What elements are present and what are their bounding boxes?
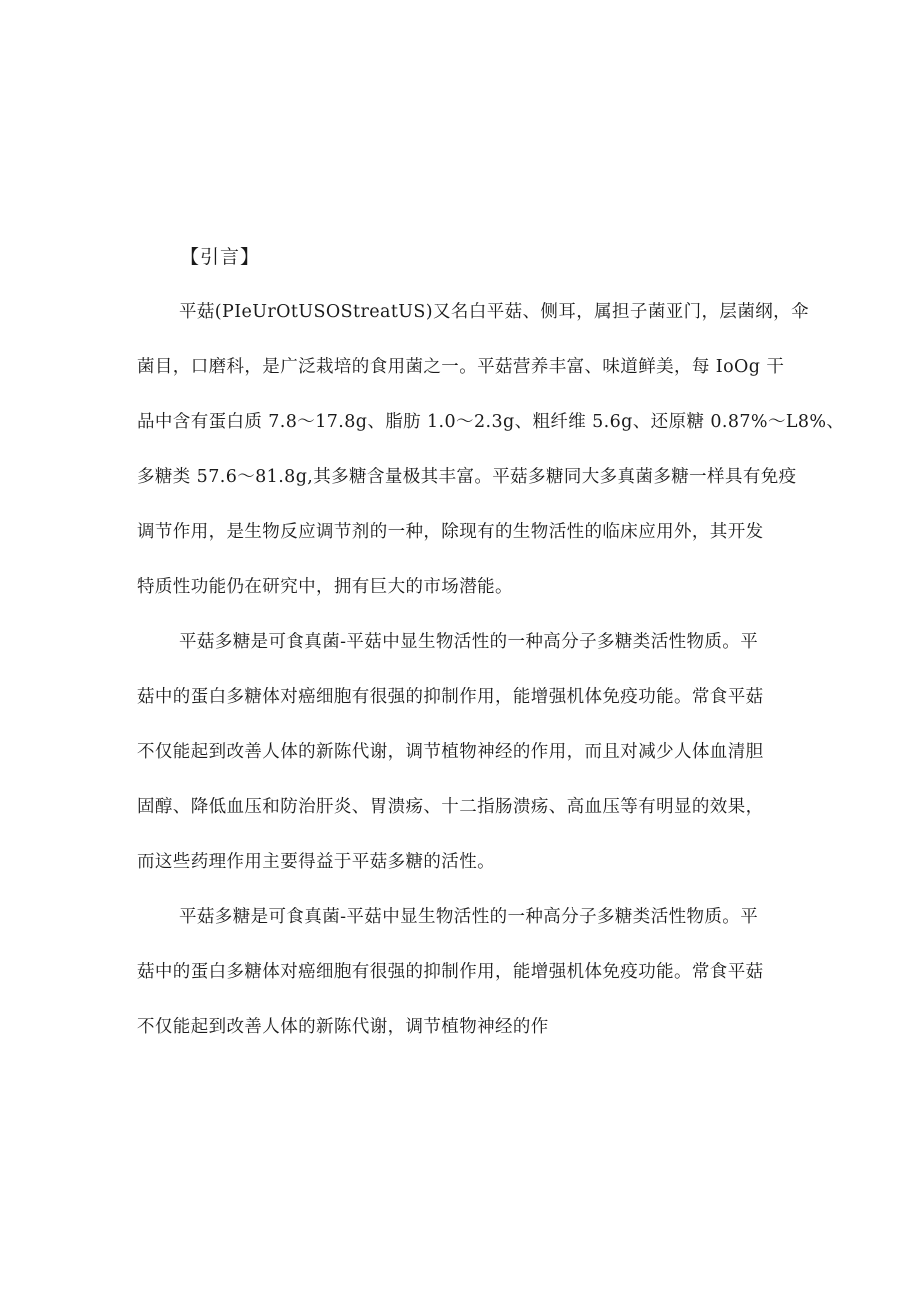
paragraph-1-line-6: 特质性功能仍在研究中，拥有巨大的市场潜能。 [137, 577, 513, 597]
paragraph-1-line-1: 平菇(PIeUrOtUSOStreatUS)又名白平菇、侧耳，属担子菌亚门，层菌纲，伞 [179, 302, 809, 322]
paragraph-1-line-5: 调节作用，是生物反应调节剂的一种，除现有的生物活性的临床应用外，其开发 [137, 522, 764, 542]
paragraph-1-line-2: 菌目，口磨科，是广泛栽培的食用菌之一。平菇营养丰富、味道鲜美，每 IoOg 干 [137, 357, 785, 377]
paragraph-3-line-2: 菇中的蛋白多糖体对癌细胞有很强的抑制作用，能增强机体免疫功能。常食平菇 [137, 962, 764, 982]
paragraph-2-line-5: 而这些药理作用主要得益于平菇多糖的活性。 [137, 852, 495, 872]
paragraph-1-line-4: 多糖类 57.6～81.8g,其多糖含量极其丰富。平菇多糖同大多真菌多糖一样具有免疫 [137, 467, 797, 487]
paragraph-2-line-4: 固醇、降低血压和防治肝炎、胃溃疡、十二指肠溃疡、高血压等有明显的效果， [137, 797, 764, 817]
section-heading: 【引言】 [180, 246, 261, 268]
paragraph-1-line-3: 品中含有蛋白质 7.8～17.8g、脂肪 1.0～2.3g、粗纤维 5.6g、还原糖 0.87%～L8%、 [137, 412, 845, 432]
paragraph-3-line-3: 不仅能起到改善人体的新陈代谢，调节植物神经的作 [137, 1017, 549, 1037]
paragraph-2-line-3: 不仅能起到改善人体的新陈代谢，调节植物神经的作用，而且对减少人体血清胆 [137, 742, 764, 762]
paragraph-2-line-1: 平菇多糖是可食真菌-平菇中显生物活性的一种高分子多糖类活性物质。平 [179, 632, 759, 652]
paragraph-2-line-2: 菇中的蛋白多糖体对癌细胞有很强的抑制作用，能增强机体免疫功能。常食平菇 [137, 687, 764, 707]
paragraph-3-line-1: 平菇多糖是可食真菌-平菇中显生物活性的一种高分子多糖类活性物质。平 [179, 907, 759, 927]
